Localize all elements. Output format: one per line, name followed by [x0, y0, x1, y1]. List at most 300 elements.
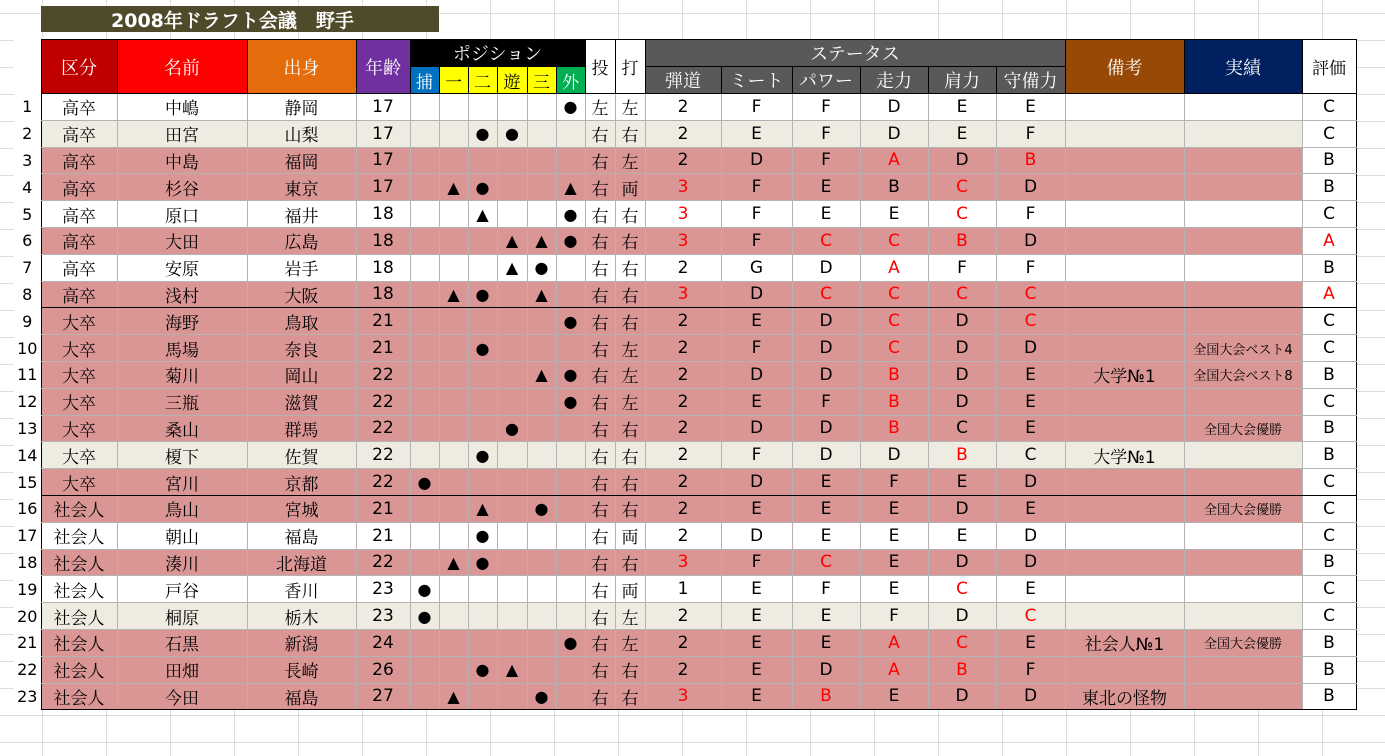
cell-name[interactable]: 安原 — [117, 254, 247, 281]
cell-stat[interactable]: D — [792, 254, 860, 281]
cell-remarks[interactable] — [1065, 227, 1184, 254]
cell-rating[interactable]: C — [1302, 201, 1356, 228]
cell-rating[interactable]: A — [1302, 281, 1356, 308]
cell-stat[interactable]: E — [860, 201, 928, 228]
cell-record[interactable] — [1184, 683, 1302, 710]
cell-position-mark[interactable] — [439, 361, 468, 388]
cell-position-mark[interactable]: ● — [556, 629, 585, 656]
cell-stat[interactable]: 3 — [645, 227, 721, 254]
cell-stat[interactable]: D — [996, 335, 1065, 362]
cell-kubun[interactable]: 大卒 — [41, 335, 117, 362]
cell-position-mark[interactable] — [439, 495, 468, 522]
cell-position-mark[interactable] — [527, 174, 556, 201]
cell-position-mark[interactable] — [410, 442, 439, 469]
cell-stat[interactable]: E — [792, 603, 860, 630]
cell-remarks[interactable] — [1065, 469, 1184, 496]
cell-stat[interactable]: D — [996, 174, 1065, 201]
cell-throw[interactable]: 右 — [585, 120, 615, 147]
cell-stat[interactable]: F — [996, 656, 1065, 683]
cell-bat[interactable]: 左 — [615, 361, 645, 388]
cell-name[interactable]: 三瓶 — [117, 388, 247, 415]
cell-position-mark[interactable] — [468, 683, 497, 710]
cell-position-mark[interactable]: ● — [527, 254, 556, 281]
cell-stat[interactable]: C — [928, 629, 996, 656]
cell-origin[interactable]: 大阪 — [247, 281, 356, 308]
cell-record[interactable]: 全国大会優勝 — [1184, 415, 1302, 442]
cell-position-mark[interactable] — [410, 495, 439, 522]
cell-position-mark[interactable] — [410, 388, 439, 415]
cell-origin[interactable]: 静岡 — [247, 94, 356, 121]
cell-stat[interactable]: B — [928, 656, 996, 683]
cell-position-mark[interactable] — [527, 576, 556, 603]
cell-throw[interactable]: 右 — [585, 281, 615, 308]
cell-stat[interactable]: D — [928, 495, 996, 522]
cell-bat[interactable]: 左 — [615, 629, 645, 656]
cell-remarks[interactable] — [1065, 576, 1184, 603]
cell-position-mark[interactable] — [527, 94, 556, 121]
cell-stat[interactable]: F — [721, 201, 792, 228]
cell-stat[interactable]: F — [721, 335, 792, 362]
cell-origin[interactable]: 福島 — [247, 522, 356, 549]
cell-age[interactable]: 17 — [356, 174, 410, 201]
cell-origin[interactable]: 福井 — [247, 201, 356, 228]
cell-stat[interactable]: D — [792, 361, 860, 388]
cell-origin[interactable]: 佐賀 — [247, 442, 356, 469]
cell-origin[interactable]: 福島 — [247, 683, 356, 710]
cell-throw[interactable]: 右 — [585, 174, 615, 201]
cell-position-mark[interactable]: ▲ — [497, 656, 527, 683]
cell-remarks[interactable]: 大学№1 — [1065, 361, 1184, 388]
cell-position-mark[interactable]: ▲ — [527, 361, 556, 388]
cell-position-mark[interactable] — [410, 522, 439, 549]
cell-kubun[interactable]: 社会人 — [41, 629, 117, 656]
cell-age[interactable]: 23 — [356, 603, 410, 630]
cell-position-mark[interactable] — [439, 576, 468, 603]
cell-stat[interactable]: D — [928, 603, 996, 630]
cell-stat[interactable]: A — [860, 656, 928, 683]
cell-remarks[interactable] — [1065, 308, 1184, 335]
cell-position-mark[interactable] — [439, 94, 468, 121]
cell-bat[interactable]: 右 — [615, 415, 645, 442]
cell-bat[interactable]: 右 — [615, 308, 645, 335]
cell-stat[interactable]: C — [996, 281, 1065, 308]
cell-rating[interactable]: C — [1302, 576, 1356, 603]
cell-stat[interactable]: E — [721, 656, 792, 683]
cell-stat[interactable]: 2 — [645, 495, 721, 522]
cell-throw[interactable]: 右 — [585, 201, 615, 228]
cell-bat[interactable]: 右 — [615, 201, 645, 228]
cell-stat[interactable]: D — [721, 147, 792, 174]
cell-throw[interactable]: 右 — [585, 683, 615, 710]
cell-rating[interactable]: A — [1302, 227, 1356, 254]
cell-stat[interactable]: D — [996, 522, 1065, 549]
cell-stat[interactable]: D — [792, 308, 860, 335]
cell-origin[interactable]: 広島 — [247, 227, 356, 254]
cell-position-mark[interactable] — [556, 281, 585, 308]
cell-origin[interactable]: 群馬 — [247, 415, 356, 442]
cell-throw[interactable]: 右 — [585, 227, 615, 254]
cell-stat[interactable]: E — [792, 522, 860, 549]
cell-name[interactable]: 朝山 — [117, 522, 247, 549]
cell-bat[interactable]: 両 — [615, 576, 645, 603]
cell-position-mark[interactable] — [556, 469, 585, 496]
cell-origin[interactable]: 岩手 — [247, 254, 356, 281]
cell-throw[interactable]: 右 — [585, 308, 615, 335]
cell-rating[interactable]: C — [1302, 469, 1356, 496]
cell-position-mark[interactable] — [497, 683, 527, 710]
cell-age[interactable]: 21 — [356, 522, 410, 549]
cell-origin[interactable]: 岡山 — [247, 361, 356, 388]
cell-position-mark[interactable] — [410, 629, 439, 656]
cell-record[interactable] — [1184, 227, 1302, 254]
cell-remarks[interactable] — [1065, 495, 1184, 522]
cell-stat[interactable]: 2 — [645, 308, 721, 335]
cell-rating[interactable]: C — [1302, 388, 1356, 415]
cell-position-mark[interactable]: ▲ — [468, 495, 497, 522]
cell-stat[interactable]: E — [996, 94, 1065, 121]
cell-position-mark[interactable]: ● — [497, 120, 527, 147]
cell-position-mark[interactable] — [527, 469, 556, 496]
cell-stat[interactable]: 2 — [645, 120, 721, 147]
cell-origin[interactable]: 長崎 — [247, 656, 356, 683]
cell-origin[interactable]: 新潟 — [247, 629, 356, 656]
cell-stat[interactable]: D — [996, 683, 1065, 710]
cell-rating[interactable]: C — [1302, 495, 1356, 522]
cell-name[interactable]: 湊川 — [117, 549, 247, 576]
cell-position-mark[interactable]: ● — [556, 201, 585, 228]
cell-record[interactable] — [1184, 469, 1302, 496]
cell-age[interactable]: 22 — [356, 415, 410, 442]
cell-rating[interactable]: C — [1302, 522, 1356, 549]
cell-position-mark[interactable] — [410, 308, 439, 335]
cell-stat[interactable]: 2 — [645, 254, 721, 281]
cell-position-mark[interactable] — [468, 415, 497, 442]
cell-stat[interactable]: E — [721, 683, 792, 710]
cell-remarks[interactable] — [1065, 201, 1184, 228]
cell-position-mark[interactable] — [439, 629, 468, 656]
cell-stat[interactable]: E — [721, 576, 792, 603]
cell-position-mark[interactable]: ▲ — [439, 174, 468, 201]
cell-rating[interactable]: B — [1302, 442, 1356, 469]
cell-position-mark[interactable]: ● — [468, 549, 497, 576]
cell-kubun[interactable]: 高卒 — [41, 174, 117, 201]
cell-stat[interactable]: C — [996, 603, 1065, 630]
cell-stat[interactable]: C — [860, 335, 928, 362]
cell-position-mark[interactable] — [527, 201, 556, 228]
cell-position-mark[interactable]: ● — [468, 656, 497, 683]
cell-stat[interactable]: F — [721, 174, 792, 201]
cell-position-mark[interactable] — [439, 254, 468, 281]
cell-position-mark[interactable] — [410, 147, 439, 174]
cell-record[interactable] — [1184, 549, 1302, 576]
cell-stat[interactable]: 3 — [645, 174, 721, 201]
cell-stat[interactable]: F — [792, 388, 860, 415]
cell-stat[interactable]: E — [860, 576, 928, 603]
cell-name[interactable]: 桐原 — [117, 603, 247, 630]
cell-position-mark[interactable] — [468, 94, 497, 121]
cell-position-mark[interactable] — [439, 469, 468, 496]
cell-position-mark[interactable] — [556, 495, 585, 522]
cell-stat[interactable]: 2 — [645, 415, 721, 442]
cell-position-mark[interactable] — [497, 361, 527, 388]
cell-stat[interactable]: C — [792, 549, 860, 576]
cell-bat[interactable]: 右 — [615, 549, 645, 576]
cell-stat[interactable]: D — [928, 147, 996, 174]
cell-kubun[interactable]: 社会人 — [41, 522, 117, 549]
cell-stat[interactable]: E — [721, 629, 792, 656]
cell-origin[interactable]: 栃木 — [247, 603, 356, 630]
cell-throw[interactable]: 右 — [585, 656, 615, 683]
cell-age[interactable]: 21 — [356, 335, 410, 362]
cell-kubun[interactable]: 高卒 — [41, 254, 117, 281]
cell-record[interactable]: 全国大会ベスト4 — [1184, 335, 1302, 362]
cell-kubun[interactable]: 大卒 — [41, 415, 117, 442]
cell-kubun[interactable]: 社会人 — [41, 603, 117, 630]
cell-position-mark[interactable] — [527, 442, 556, 469]
cell-stat[interactable]: E — [928, 120, 996, 147]
cell-stat[interactable]: F — [792, 576, 860, 603]
cell-position-mark[interactable] — [556, 415, 585, 442]
cell-remarks[interactable]: 社会人№1 — [1065, 629, 1184, 656]
cell-origin[interactable]: 鳥取 — [247, 308, 356, 335]
cell-position-mark[interactable] — [527, 629, 556, 656]
cell-position-mark[interactable] — [527, 415, 556, 442]
cell-name[interactable]: 石黒 — [117, 629, 247, 656]
cell-stat[interactable]: F — [792, 94, 860, 121]
cell-kubun[interactable]: 大卒 — [41, 361, 117, 388]
cell-position-mark[interactable] — [468, 361, 497, 388]
cell-stat[interactable]: E — [721, 603, 792, 630]
cell-stat[interactable]: C — [996, 442, 1065, 469]
cell-stat[interactable]: 3 — [645, 549, 721, 576]
cell-position-mark[interactable] — [556, 576, 585, 603]
cell-throw[interactable]: 右 — [585, 254, 615, 281]
cell-age[interactable]: 27 — [356, 683, 410, 710]
cell-throw[interactable]: 右 — [585, 442, 615, 469]
cell-position-mark[interactable] — [556, 603, 585, 630]
cell-stat[interactable]: F — [721, 442, 792, 469]
cell-rating[interactable]: C — [1302, 120, 1356, 147]
cell-stat[interactable]: C — [860, 227, 928, 254]
cell-remarks[interactable] — [1065, 174, 1184, 201]
cell-stat[interactable]: C — [996, 308, 1065, 335]
cell-stat[interactable]: 1 — [645, 576, 721, 603]
cell-stat[interactable]: C — [860, 281, 928, 308]
cell-position-mark[interactable]: ● — [468, 281, 497, 308]
cell-throw[interactable]: 右 — [585, 147, 615, 174]
cell-rating[interactable]: B — [1302, 549, 1356, 576]
cell-position-mark[interactable] — [497, 495, 527, 522]
cell-age[interactable]: 18 — [356, 201, 410, 228]
cell-rating[interactable]: B — [1302, 361, 1356, 388]
cell-age[interactable]: 18 — [356, 281, 410, 308]
cell-record[interactable]: 全国大会優勝 — [1184, 495, 1302, 522]
cell-position-mark[interactable] — [527, 308, 556, 335]
cell-name[interactable]: 榎下 — [117, 442, 247, 469]
cell-stat[interactable]: A — [860, 254, 928, 281]
cell-kubun[interactable]: 社会人 — [41, 495, 117, 522]
cell-throw[interactable]: 右 — [585, 522, 615, 549]
cell-age[interactable]: 22 — [356, 361, 410, 388]
cell-remarks[interactable] — [1065, 94, 1184, 121]
cell-position-mark[interactable]: ● — [468, 120, 497, 147]
cell-position-mark[interactable] — [410, 335, 439, 362]
cell-throw[interactable]: 右 — [585, 629, 615, 656]
cell-kubun[interactable]: 大卒 — [41, 308, 117, 335]
cell-age[interactable]: 26 — [356, 656, 410, 683]
cell-rating[interactable]: B — [1302, 656, 1356, 683]
cell-remarks[interactable] — [1065, 281, 1184, 308]
cell-position-mark[interactable] — [468, 227, 497, 254]
cell-stat[interactable]: E — [792, 174, 860, 201]
cell-throw[interactable]: 右 — [585, 495, 615, 522]
cell-position-mark[interactable]: ● — [556, 361, 585, 388]
cell-name[interactable]: 中嶋 — [117, 94, 247, 121]
cell-throw[interactable]: 右 — [585, 603, 615, 630]
cell-age[interactable]: 22 — [356, 549, 410, 576]
cell-position-mark[interactable] — [556, 656, 585, 683]
cell-stat[interactable]: F — [996, 201, 1065, 228]
cell-stat[interactable]: E — [996, 629, 1065, 656]
cell-rating[interactable]: C — [1302, 603, 1356, 630]
cell-stat[interactable]: C — [928, 281, 996, 308]
cell-record[interactable] — [1184, 174, 1302, 201]
cell-position-mark[interactable] — [497, 281, 527, 308]
cell-stat[interactable]: A — [860, 629, 928, 656]
cell-stat[interactable]: D — [721, 361, 792, 388]
cell-position-mark[interactable] — [410, 361, 439, 388]
cell-position-mark[interactable] — [556, 254, 585, 281]
cell-stat[interactable]: 2 — [645, 147, 721, 174]
cell-position-mark[interactable] — [556, 147, 585, 174]
cell-age[interactable]: 17 — [356, 94, 410, 121]
cell-stat[interactable]: C — [928, 174, 996, 201]
cell-position-mark[interactable]: ● — [410, 603, 439, 630]
cell-remarks[interactable] — [1065, 549, 1184, 576]
cell-position-mark[interactable] — [527, 120, 556, 147]
cell-stat[interactable]: D — [792, 442, 860, 469]
cell-position-mark[interactable] — [439, 442, 468, 469]
cell-stat[interactable]: F — [721, 94, 792, 121]
cell-position-mark[interactable] — [410, 415, 439, 442]
cell-position-mark[interactable] — [497, 147, 527, 174]
cell-position-mark[interactable] — [439, 522, 468, 549]
cell-stat[interactable]: G — [721, 254, 792, 281]
cell-stat[interactable]: F — [996, 120, 1065, 147]
cell-position-mark[interactable] — [439, 147, 468, 174]
cell-stat[interactable]: D — [721, 415, 792, 442]
cell-position-mark[interactable]: ● — [468, 442, 497, 469]
cell-position-mark[interactable] — [497, 629, 527, 656]
cell-record[interactable] — [1184, 388, 1302, 415]
cell-origin[interactable]: 滋賀 — [247, 388, 356, 415]
cell-position-mark[interactable] — [410, 120, 439, 147]
cell-stat[interactable]: D — [928, 308, 996, 335]
cell-stat[interactable]: 2 — [645, 522, 721, 549]
cell-kubun[interactable]: 大卒 — [41, 442, 117, 469]
cell-stat[interactable]: E — [721, 120, 792, 147]
cell-stat[interactable]: E — [792, 469, 860, 496]
cell-stat[interactable]: E — [860, 683, 928, 710]
cell-stat[interactable]: C — [928, 576, 996, 603]
cell-stat[interactable]: E — [860, 549, 928, 576]
cell-stat[interactable]: B — [928, 442, 996, 469]
cell-stat[interactable]: 2 — [645, 388, 721, 415]
cell-stat[interactable]: F — [792, 120, 860, 147]
cell-position-mark[interactable] — [439, 308, 468, 335]
cell-rating[interactable]: B — [1302, 174, 1356, 201]
cell-bat[interactable]: 右 — [615, 254, 645, 281]
cell-remarks[interactable]: 東北の怪物 — [1065, 683, 1184, 710]
cell-position-mark[interactable] — [468, 147, 497, 174]
cell-position-mark[interactable] — [439, 415, 468, 442]
cell-position-mark[interactable] — [468, 629, 497, 656]
cell-position-mark[interactable] — [527, 549, 556, 576]
cell-origin[interactable]: 香川 — [247, 576, 356, 603]
cell-throw[interactable]: 左 — [585, 94, 615, 121]
cell-position-mark[interactable] — [556, 522, 585, 549]
cell-kubun[interactable]: 高卒 — [41, 120, 117, 147]
cell-rating[interactable]: B — [1302, 683, 1356, 710]
cell-stat[interactable]: D — [996, 469, 1065, 496]
cell-age[interactable]: 22 — [356, 388, 410, 415]
cell-stat[interactable]: F — [860, 603, 928, 630]
cell-position-mark[interactable]: ● — [556, 308, 585, 335]
cell-position-mark[interactable] — [410, 201, 439, 228]
cell-stat[interactable]: D — [996, 227, 1065, 254]
cell-kubun[interactable]: 社会人 — [41, 549, 117, 576]
cell-position-mark[interactable] — [439, 201, 468, 228]
cell-stat[interactable]: B — [996, 147, 1065, 174]
cell-age[interactable]: 24 — [356, 629, 410, 656]
cell-rating[interactable]: C — [1302, 308, 1356, 335]
cell-stat[interactable]: C — [792, 227, 860, 254]
cell-position-mark[interactable] — [497, 522, 527, 549]
cell-position-mark[interactable]: ● — [556, 94, 585, 121]
cell-throw[interactable]: 右 — [585, 576, 615, 603]
cell-kubun[interactable]: 大卒 — [41, 388, 117, 415]
cell-stat[interactable]: 3 — [645, 683, 721, 710]
cell-origin[interactable]: 福岡 — [247, 147, 356, 174]
cell-stat[interactable]: E — [860, 495, 928, 522]
cell-rating[interactable]: C — [1302, 335, 1356, 362]
cell-stat[interactable]: D — [792, 656, 860, 683]
cell-record[interactable]: 全国大会ベスト8 — [1184, 361, 1302, 388]
cell-bat[interactable]: 右 — [615, 656, 645, 683]
cell-origin[interactable]: 宮城 — [247, 495, 356, 522]
cell-name[interactable]: 中島 — [117, 147, 247, 174]
cell-age[interactable]: 18 — [356, 254, 410, 281]
cell-position-mark[interactable] — [439, 388, 468, 415]
cell-stat[interactable]: F — [928, 254, 996, 281]
cell-stat[interactable]: A — [860, 147, 928, 174]
cell-stat[interactable]: 2 — [645, 361, 721, 388]
cell-record[interactable] — [1184, 281, 1302, 308]
cell-record[interactable] — [1184, 254, 1302, 281]
cell-remarks[interactable] — [1065, 603, 1184, 630]
cell-stat[interactable]: D — [792, 415, 860, 442]
cell-position-mark[interactable] — [410, 549, 439, 576]
cell-stat[interactable]: F — [792, 147, 860, 174]
cell-position-mark[interactable] — [497, 388, 527, 415]
cell-stat[interactable]: E — [996, 388, 1065, 415]
cell-stat[interactable]: E — [721, 388, 792, 415]
cell-position-mark[interactable] — [410, 227, 439, 254]
cell-position-mark[interactable] — [468, 388, 497, 415]
cell-stat[interactable]: 2 — [645, 603, 721, 630]
cell-record[interactable] — [1184, 656, 1302, 683]
cell-name[interactable]: 杉谷 — [117, 174, 247, 201]
